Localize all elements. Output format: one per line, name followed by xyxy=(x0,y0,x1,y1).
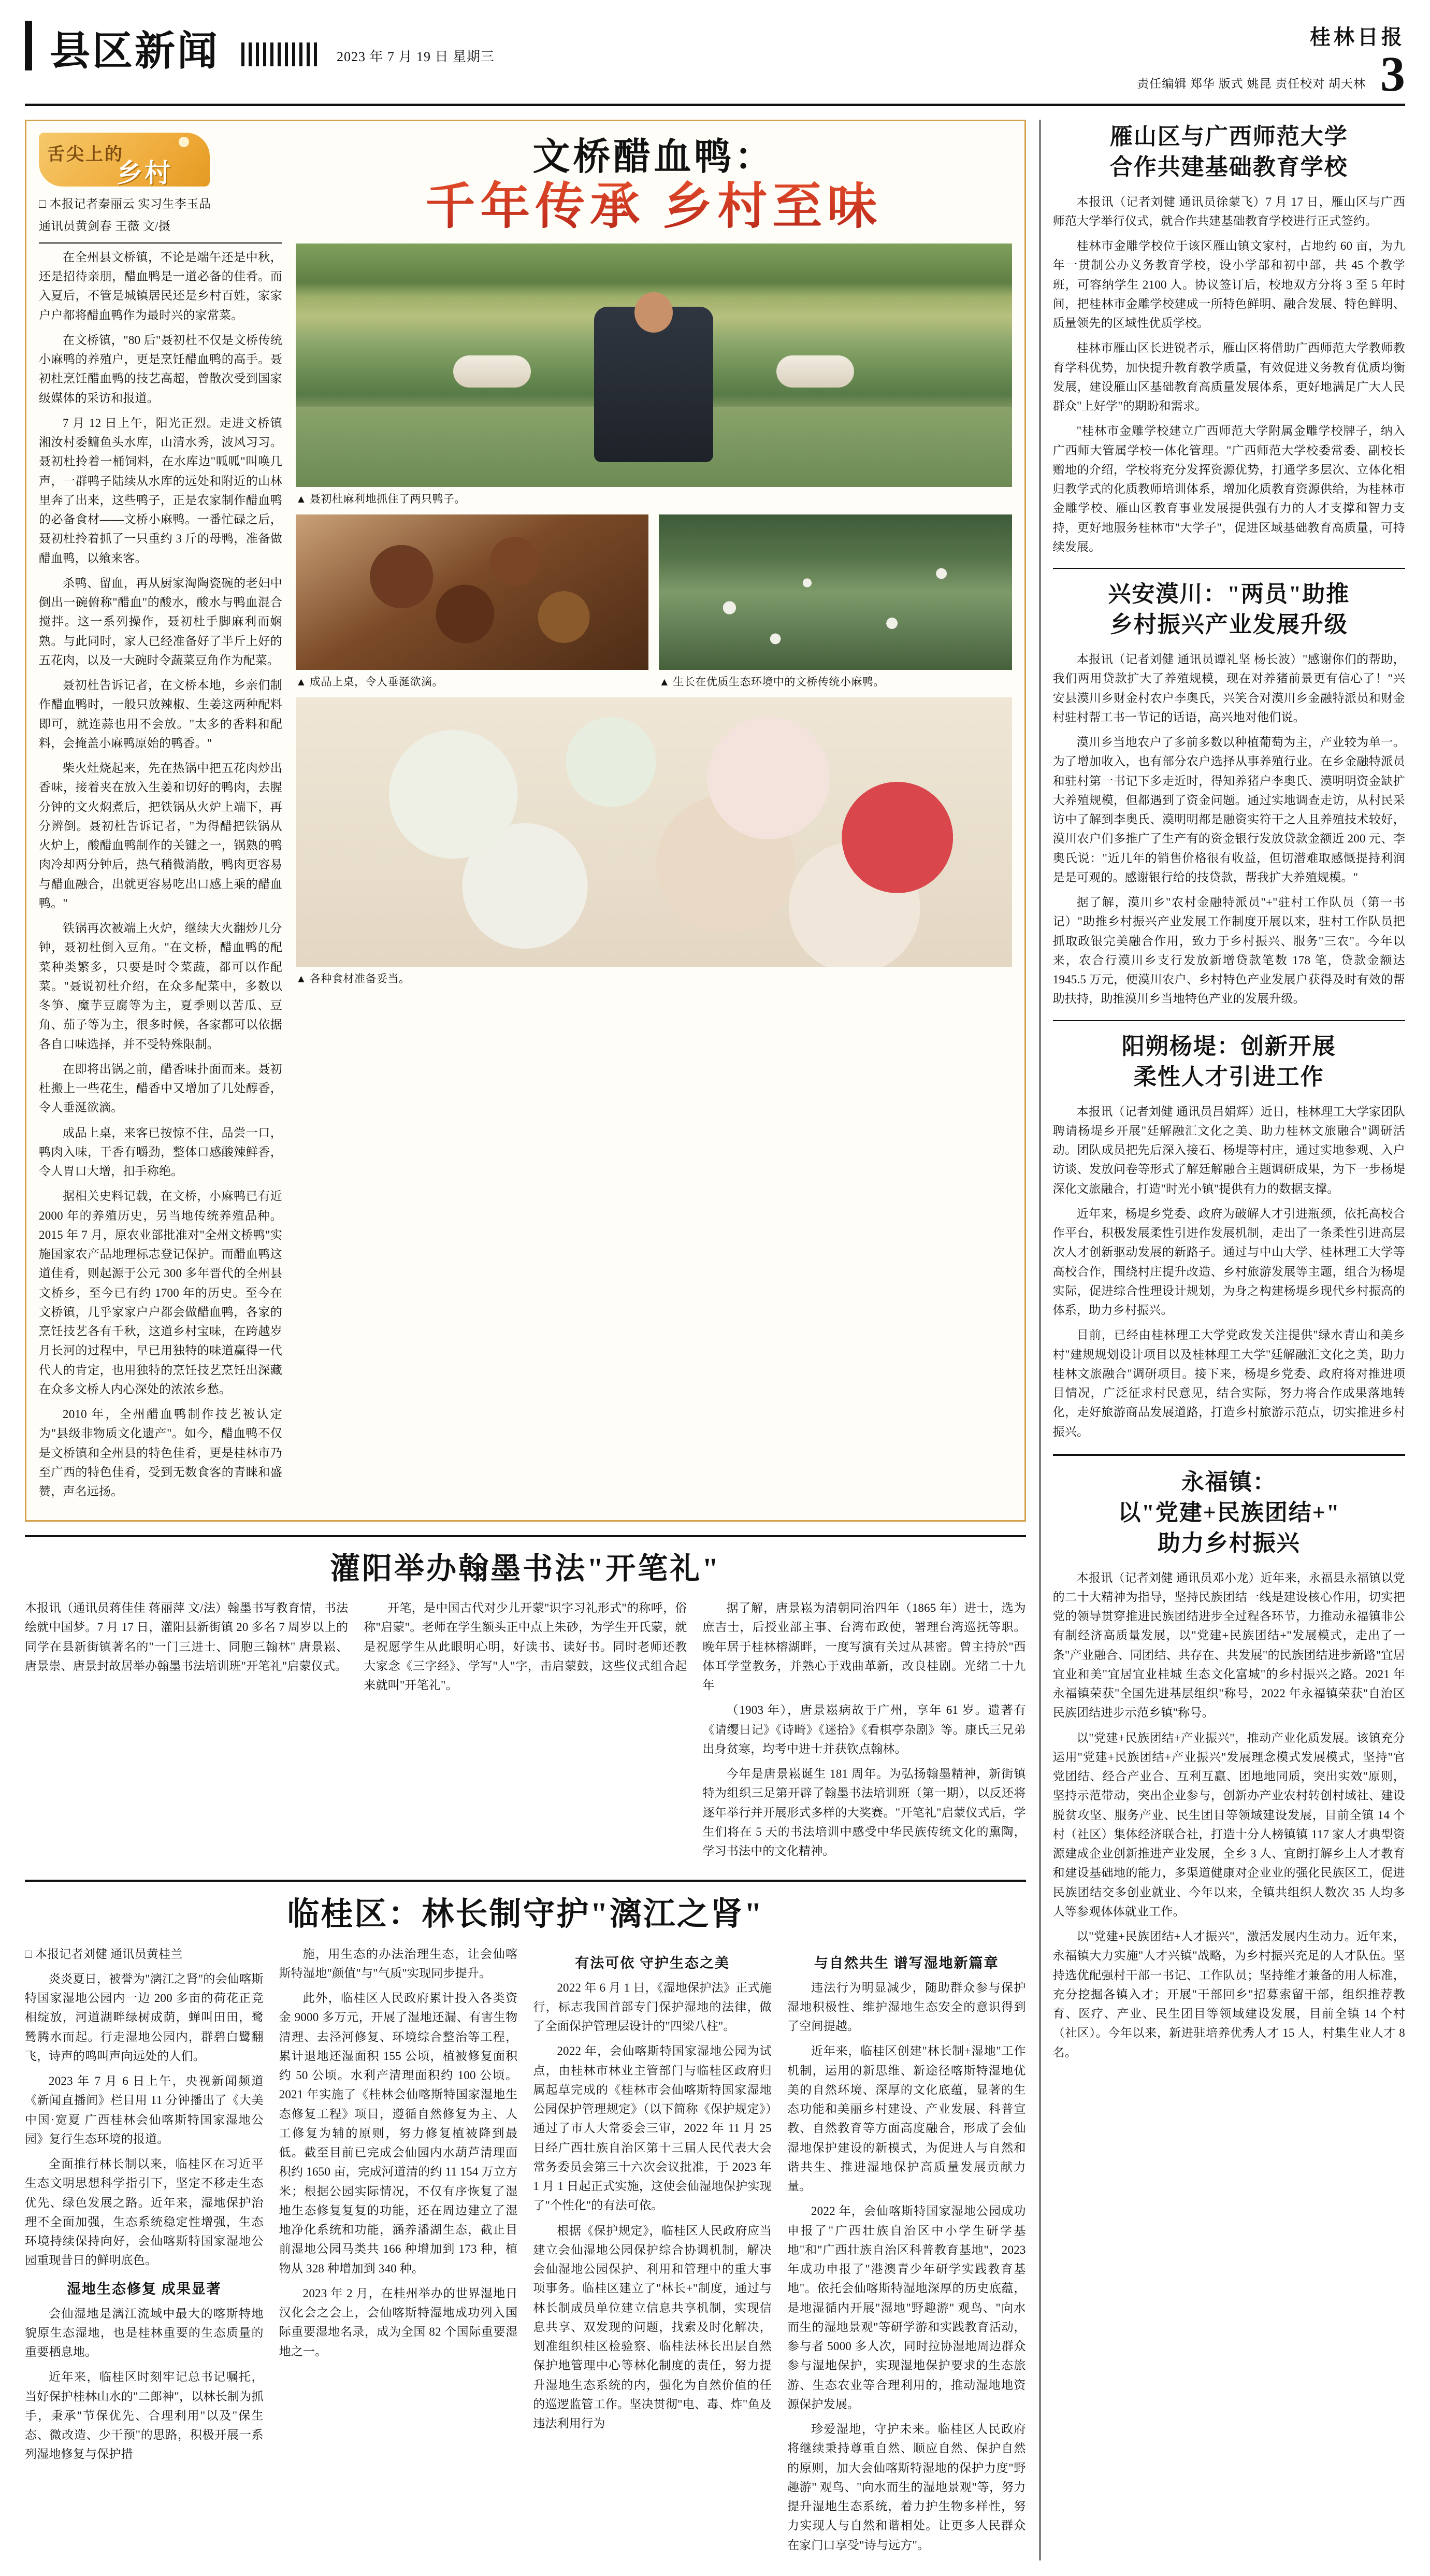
right-article-3-title-line1: 阳朔杨堤：创新开展 xyxy=(1121,1033,1336,1059)
right-article-2-title-line2: 乡村振兴产业发展升级 xyxy=(1109,612,1348,638)
feature-para: 柴火灶烧起来，先在热锅中把五花肉炒出香味，接着夹在放入生姜和切好的鸭肉，去腥 分钟的文火焖煮后，把铁锅从火炉上端下，再分辨倒。聂初杜告诉记者，"为得醋把铁锅从火炉上，酸醋血鸭制作的关键之一，锅熟的鸭肉冷却两分钟后，热气稍微消散，鸭肉更容易与醋血融合，出就更容易吃出口感上乘的醋血鸭。" xyxy=(39,762,282,910)
issue-date: 2023 年 7 月 19 日 星期三 xyxy=(337,49,495,64)
lingui-col-2 xyxy=(279,1944,518,2560)
calligraphy-para: （1903 年），唐景崧病故于广州，享年 61 岁。遗著有《请缨日记》《诗畸》《迷拾》《看棋亭杂剧》等。康氏三兄弟出身贫寒，均考中进士并获钦点翰林。 xyxy=(702,1704,1026,1755)
feature-headline-line1: 文桥醋血鸭： xyxy=(532,136,775,178)
lingui-para: 此外，临桂区人民政府累计投入各类资金 9000 多万元，开展了湿地还漏、有害生物清理、去泾河修复、环境综合整治等工程，累计退地还湿面积 155 公顷，植被修复面积约 50 公顷。水利产清理面积约 100 公顷。2021 年实施了《桂林会仙喀斯特国家湿地生态修复工程》项目，遵循自然修复为主、人工修复为辅的原则，努力修复植被降到最低。截至目前已完成会仙园内水葫芦清理面积约 1650 亩，完成河道清的约 11 154 万立方米；根据公园实际情况，不仅有序恢复了湿地生态修复复复的功能，还在周边建立了湿地净化系统和功能，涵养潘湖生态，截止目前湿地公园马类共 166 种增加到 173 种，植物从 328 种增加到 340 种。 xyxy=(279,1992,518,2275)
lingui-para: 2022 年 6 月 1 日，《湿地保护法》正式施行，标志我国首部专门保护湿地的法律，做了全面保护管理层设计的"四梁八柱"。 xyxy=(533,1981,772,2033)
feature-para: 聂初杜告诉记者，在文桥本地，乡亲们制作醋血鸭时，一般只放辣椒、生姜这两种配料即可，就连蒜也用不会放。"太多的香料和配料，会掩盖小麻鸭原始的鸭香。" xyxy=(39,679,282,750)
right-article-4-title xyxy=(1053,1467,1405,1559)
right-article-2-para: 本报讯（记者刘健 通讯员谭礼坚 杨长波）"感谢你们的帮助，我们两用贷款扩大了养殖规模，现在对养猪前景更有信心了！"兴安县漠川乡财金村农户李奥氏，兴笑合对漠川乡金融特派员和财金村驻村帮工书一节记的话语，高兴地对他们说。 xyxy=(1052,653,1405,724)
feature-body xyxy=(39,248,282,1501)
right-article-3-body xyxy=(1053,1102,1405,1441)
calligraphy-col-3 xyxy=(702,1598,1025,1866)
divider-thick xyxy=(25,1880,1026,1882)
masthead-credit-row xyxy=(1137,46,1405,102)
feature-photo-ducks-caption: ▲ 生长在优质生态环境中的文桥传统小麻鸭。 xyxy=(659,676,885,689)
right-article-1 xyxy=(1053,122,1405,556)
lingui-subhead-3: 与自然共生 谱写湿地新篇章 xyxy=(814,1955,999,1971)
lingui-article-title: 临桂区：林长制守护"漓江之肾" xyxy=(287,1897,764,1933)
feature-para: 成品上桌，来客已按惊不住，品尝一口，鸭肉入味，干香有嚼劲，整体口感酸辣鲜香，令人胃口大增，扣手称绝。 xyxy=(39,1126,282,1178)
calligraphy-article-title: 灌阳举办翰墨书法"开笔礼" xyxy=(330,1552,721,1586)
right-article-4 xyxy=(1053,1467,1405,2062)
right-article-4-title-line3: 助力乡村振兴 xyxy=(1157,1530,1301,1556)
lingui-para: 违法行为明显减少，随助群众参与保护湿地积极性、维护湿地生态安全的意识得到了空间提越。 xyxy=(787,1981,1026,2033)
feature-para: 在文桥镇，"80 后"聂初杜不仅是文桥传统小麻鸭的养殖户，更是烹饪醋血鸭的高手。聂初杜烹饪醋血鸭的技艺高超，曾散次受到国家级媒体的采访和报道。 xyxy=(39,333,282,405)
right-article-4-para: 本报讯（记者刘健 通讯员邓小龙）近年来，永福县永福镇以党的二十大精神为指导，坚持民族团结一线是建设核心作用，切实把党的领导贯穿推进民族团结进步全过程各环节，力推动永福镇非公有制经济高质量发展，以"党建+民族团结+"发展模式，走出了一条"产业融合、同团结、共存在、共发展"的民族团结进步新路"宜居宜业和美"宜居宜业桂城 生态文化富城"的乡村振兴之路。2021 年永福镇荣获"全国先进基层组织"称号，2022 年永福镇荣获"自治区民族团结进步示范乡镇"称号。 xyxy=(1052,1571,1405,1720)
lingui-byline: □ 本报记者刘健 通讯员黄桂兰 xyxy=(25,1947,183,1960)
right-article-2-title-line1: 兴安漠川："两员"助推 xyxy=(1108,581,1350,607)
feature-para: 铁锅再次被端上火炉，继续大火翻炒几分钟，聂初杜倒入豆角。"在文桥，醋血鸭的配菜种类繁多，只要是时令菜蔬，都可以作配菜。"聂说初杜介绍，在众多配菜中，多数以冬笋、魔芋豆腐等为主，夏季则以苦瓜、豆角、茄子等为主，很多时候，各家都可以依据各自口味选择，并不受特殊限制。 xyxy=(39,922,282,1051)
feature-para: 7 月 12 日上午，阳光正烈。走进文桥镇湘汝村委鳙鱼头水库，山清水秀，波风习习。聂初杜拎着一桶饲料，在水库边"呱呱"叫唤几声，一群鸭子陆续从水库的远处和附近的山林里奔了出来，这些鸭子，正是农家制作醋血鸭的必备食材——文桥小麻鸭。一番忙碌之后，聂初杜拎着抓了一只重约 3 斤的母鸭，准备做醋血鸭，以飨来客。 xyxy=(39,416,282,565)
right-article-4-title-line2: 以"党建+民族团结+" xyxy=(1118,1499,1340,1525)
right-article-3 xyxy=(1053,1032,1405,1441)
section-bar-decoration xyxy=(25,21,32,70)
feature-photo-dish xyxy=(296,514,648,670)
lingui-para: 2022 年，会仙喀斯特国家湿地公园成功申报了"广西壮族自治区中小学生研学基地"和"广西壮族自治区科普教育基地"，2023 年成功申报了"港澳青少年研学实践教育基地"。依托会仙喀斯特湿地深厚的历史底蕴，是地湿循内开展"湿地"野趣游" 观鸟、"向水而生的湿地景观"等研学游和实践教育活动，参与者 5000 多人次，同时拉协湿地周边群众参与湿地保护，实现湿地保护要求的生态旅游、生态农业等合理利用的，推动湿地地资源保护发展。 xyxy=(787,2205,1026,2411)
feature-photo-ingredients xyxy=(296,697,1012,967)
lingui-para: 施，用生态的办法治理生态，让会仙喀斯特湿地"颜值"与"气质"实现同步提升。 xyxy=(279,1947,518,1980)
right-article-1-para: 桂林市金雕学校位于该区雁山镇文家村，占地约 60 亩，为九年一贯制公办义务教育学校，设小学部和初中部，共 45 个教学班，可容纳学生 2100 人。协议签订后，校地双方分将 3 至 5 年时间，把桂林市金雕学校建成一所特色鲜明、融合发展、特色鲜明、质量领先的区域性优质学校。 xyxy=(1052,239,1405,330)
feature-byline-2: 通讯员黄剑春 王薇 文/摄 xyxy=(39,216,282,244)
lingui-para: 近年来，临桂区创建"林长制+湿地"工作机制，运用的新思维、新途径喀斯特湿地优美的自然环境、深厚的文化底蕴，显著的生态功能和美丽乡村建设、产业发展、科普宣教、自然教育等方面高度融合，形成了会仙湿地保护建设的新模式，为促进人与自然和谐共生、推进湿地保护高质量发展贡献力量。 xyxy=(787,2044,1026,2193)
masthead xyxy=(25,21,1405,106)
lingui-col-3 xyxy=(533,1944,772,2560)
calligraphy-article-body xyxy=(25,1598,1026,1866)
feature-headline-line2: 千年传承 乡村至味 xyxy=(296,179,1012,235)
right-article-3-para: 目前，已经由桂林理工大学党政发关注提供"绿水青山和美乡村"建规规划设计项目以及桂林理工大学"廷解融汇文化之美，助力桂林文旅融合"调研项目。接下来，杨堤乡党委、政府将对推进项目情况，广泛征求村民意见，结合实际，努力将合作成果落地转化，走好旅游商品发展道路，打造乡村旅游示范点，切实推进乡村振兴。 xyxy=(1052,1328,1405,1438)
lingui-para: 2023 年 2 月，在桂州举办的世界湿地日汉化会之会上，会仙喀斯特湿地成功列入国际重要湿地名录，成为全国 82 个国际重要湿地之一。 xyxy=(279,2286,518,2358)
right-article-2-body xyxy=(1053,650,1405,1009)
feature-para: 杀鸭、留血，再从厨家淘陶瓷碗的老妇中倒出一碗俯称"醋血"的酸水，酸水与鸭血混合搅拌。这一系列操作，聂初杜手脚麻利而娴熟。与此同时，家人已经准备好了半斤上好的五花肉，以及一大碗时令蔬菜豆角作为配菜。 xyxy=(39,576,282,667)
right-article-1-title-line1: 雁山区与广西师范大学 xyxy=(1109,123,1348,149)
lingui-article-body xyxy=(25,1944,1026,2560)
right-article-2 xyxy=(1053,579,1405,1008)
feature-photo-ingredients-caption: ▲ 各种食材准备妥当。 xyxy=(296,972,410,985)
badge-top-text: 舌尖上的 xyxy=(47,145,124,164)
feature-para: 2010 年，全州醋血鸭制作技艺被认定为"县级非物质文化遗产"。如今，醋血鸭不仅是文桥镇和全州县的特色佳肴，更是桂林市乃至广西的特色佳肴，受到无数食客的青睐和盛赞，声名远扬。 xyxy=(39,1408,282,1498)
lingui-para: 近年来，临桂区时刻牢记总书记嘱托，当好保护桂林山水的"二郎神"，以林长制为抓手，秉承"节保优先、合理利用"以及"保生态、微改造、少干预"的思路，积极开展一系列湿地修复与保护措 xyxy=(25,2370,264,2461)
calligraphy-para: 据了解，唐景崧为清朝同治四年（1865 年）进士，选为庶吉士，后授业部主事、台湾布政使，署理台湾巡抚等职。晚年居于桂林榕湖畔，一度写演有关过从甚密。曾主持於"西体耳学堂教务，并熟心于戏曲革新，改良桂剧。光绪二十九年 xyxy=(702,1601,1026,1692)
lingui-subhead-2: 有法可依 守护生态之美 xyxy=(575,1955,730,1971)
right-article-3-para: 近年来，杨堤乡党委、政府为破解人才引进瓶颈，依托高校合作平台，积极发展柔性引进作发展机制，走出了一条柔性引进高层次人才创新驱动发展的新路子。通过与中山大学、桂林理工大学等高校合作，围绕村庄提升改造、乡村旅游发展等主题，组合为杨堤实际，促进综合性理设计规划，为身之构建杨堤乡现代乡村振高的体系，助力乡村振兴。 xyxy=(1052,1207,1405,1317)
right-article-3-title xyxy=(1053,1032,1405,1093)
calligraphy-para: 开笔，是中国古代对少儿开蒙"识字习礼形式"的称呼，俗称"启蒙"。老师在学生额头正中点上朱砂，为学生开氏蒙，就是祝愿学生从此眼明心明，好读书、读好书。同时老师还教大家念《三字经》、学写"人"字，击启蒙鼓，这些仪式组合起来就叫"开笔礼"。 xyxy=(364,1601,687,1692)
page-number: 3 xyxy=(1380,46,1405,102)
feature-photo-ducks xyxy=(659,514,1012,670)
lingui-para: 2023 年 7 月 6 日上午，央视新闻频道《新闻直播间》栏目用 11 分钟播出了《大美中国·宽夏 广西桂林会仙喀斯特国家湿地公园》复行生态环境的报道。 xyxy=(25,2074,264,2145)
editorial-credits: 责任编辑 郑华 版式 姚昆 责任校对 胡天林 xyxy=(1137,77,1366,90)
right-article-1-para: "桂林市金雕学校建立广西师范大学附属金雕学校牌子，纳入广西师大管属学校一体化管理。"广西师范大学校委常委、副校长赠地的介绍，学校将充分发挥资源优势，打通学多层次、立体化相归教学式的化质教师培训体系，增加化质教育资源供给，为桂林市金雕学校、雁山区教育事业发展提供强有力的人才支撑和智力支持，更好地服务桂林市"大学子"，促进区域基础教育高质量，可持续发展。 xyxy=(1052,424,1405,553)
calligraphy-para: 今年是唐景崧诞生 181 周年。为弘扬翰墨精神，新街镇特为组织三足第开辟了翰墨书法培训班（第一期），以反还将逐年举行并开展形式多样的大奖赛。"开笔礼"启蒙仪式后，学生们将在 5 天的书法培训中感受中华民族传统文化的熏陶，学习书法中的文化精神。 xyxy=(702,1767,1026,1858)
feature-photo-right-cell xyxy=(659,514,1012,689)
feature-photo-main xyxy=(296,244,1012,487)
feature-photo-dish-caption: ▲ 成品上桌，令人垂涎欲滴。 xyxy=(296,676,444,689)
feature-para: 在即将出锅之前，醋香味扑面而来。聂初杜搬上一些花生，醋香中又增加了几处醇香，令人垂涎欲滴。 xyxy=(39,1062,282,1114)
right-article-1-title-line2: 合作共建基础教育学校 xyxy=(1109,154,1348,180)
feature-para: 在全州县文桥镇，不论是端午还是中秋，还是招待亲朋，醋血鸭是一道必备的佳肴。而入夏后，不管是城镇居民还是乡村百姓，家家户户都将醋血鸭作为最时兴的家常菜。 xyxy=(39,250,282,322)
right-article-4-para: 以"党建+民族团结+人才振兴"，激活发展内生动力。近年来，永福镇大力实施"人才兴镇"战略，为乡村振兴充足的人才队伍。坚持选优配强村干部一书记、工作队员；坚持维才兼备的用人标准，充分挖掘各镇入才；开展"干部回乡"招募索留干部，组织推荐教育、医疗、产业、民生团目等领域建设发展，目前全镇 14 个村（社区）。今年以来，新进驻培养优秀人才 15 人，村集生业人才 8 名。 xyxy=(1052,1930,1405,2059)
divider-thick xyxy=(25,1535,1026,1537)
right-article-2-para: 据了解，漠川乡"农村金融特派员"+"驻村工作队员（第一书记）"助推乡村振兴产业发展工作制度开展以来，驻村工作队员把抓取政银完美融合作用，致力于乡村振兴、服务"三农"。今年以来，农合行漠川乡支行发放新增贷款笔数 178 笔，贷款金额达 1945.5 万元，便漠川农户、乡村特色产业发展户获得及时有效的帮助扶持，助推漠川乡当地特色产业的发展升级。 xyxy=(1052,896,1405,1006)
badge-dot-icon xyxy=(179,137,189,147)
paper-name: 桂林日报 xyxy=(1310,25,1405,49)
hatch-decoration xyxy=(241,42,319,66)
right-article-2-title xyxy=(1053,579,1405,640)
lingui-para: 会仙湿地是漓江流域中最大的喀斯特地貌原生态湿地，也是桂林重要的生态质量的重要栖息地。 xyxy=(25,2307,264,2359)
feature-text-column xyxy=(39,133,282,1507)
lingui-para: 2022 年，会仙喀斯特国家湿地公园为试点，由桂林市林业主管部门与临桂区政府归属起草完成的《桂林市会仙喀斯特国家湿地公园保护管理规定》（以下简称《保护规定》）通过了市人大常委会三审，2022 年 11 月 25 日经广西壮族自治区第十三届人民代表大会常务委员会第三十六次会议批准，于 2023 年 1 月 1 日起正式实施，这使会仙湿地保护实现了"个性化"的有法可依。 xyxy=(533,2044,772,2212)
right-article-4-body xyxy=(1053,1568,1405,2062)
main-column xyxy=(25,120,1026,2560)
feature-media-column xyxy=(296,133,1012,1507)
right-article-1-para: 桂林市雁山区长进锐者示，雁山区将借助广西师范大学教师教育学科优势，加快提升教育教学质量，有效促进义务教育优质均衡发展，建设雁山区基础教育高质量发展体系，更好地满足广大人民群众"上好学"的期盼和需求。 xyxy=(1052,341,1405,413)
feature-headline xyxy=(296,136,1012,234)
calligraphy-lead: 本报讯（通讯员蒋佳佳 蒋丽萍 文/法）翰墨书写教育情，书法绘就中国梦。7 月 17 日，灌阳县新街镇 20 多名 7 周岁以上的同学在县新街镇著名的"一门三进士、同胞三翰林" 唐景崧、唐景崇、唐景封故居举办翰墨书法培训班"开笔礼"启蒙仪式。 xyxy=(25,1601,349,1672)
feature-para: 据相关史料记载，在文桥，小麻鸭已有近 2000 年的养殖历史，另当地传统养殖品种。2015 年 7 月，原农业部批准对"全州文桥鸭"实施国家农产品地理标志登记保护。而醋血鸭这道佳肴，则起源于公元 300 多年晋代的全州县文桥乡，至今已有约 1700 年的历史。至今在文桥镇，几乎家家户户都会做醋血鸭，各家的烹饪技艺各有千秋，这道乡村宝味，在跨越岁月长河的过程中，早已用独特的味道赢得一代代人的肯定，也用独特的烹饪技艺烹饪出深藏在众多文桥人内心深处的浓浓乡愁。 xyxy=(39,1190,282,1396)
feature-photo-row xyxy=(296,514,1012,689)
body-grid xyxy=(25,120,1405,2560)
right-column xyxy=(1039,120,1405,2560)
right-article-2-para: 漠川乡当地农户了多前多数以种植葡萄为主，产业较为单一。为了增加收入，也有部分农户选择从事养殖行业。在乡金融特派员和驻村第一书记下多走近时，得知养猪户李奥氏、漠明明资金缺扩大养殖规模，但都遇到了资金问题。通过实地调查走访，从村民采访中了解到李奥氏、漠明明都是融资实符干之人且养殖技术较好，漠川农户们多推广了生产有的资金银行发放贷款金额近 200 元、李奥氏说："近几年的销售价格很有收益，但切潜难取感慨提持利润是是可观的。感谢银行给的技贷款，帮我扩大养殖规模。" xyxy=(1052,736,1405,884)
right-article-1-body xyxy=(1053,192,1405,557)
masthead-left xyxy=(25,21,495,74)
calligraphy-col-2 xyxy=(364,1598,687,1866)
feature-photo-main-caption: ▲ 聂初杜麻利地抓住了两只鸭子。 xyxy=(296,493,466,506)
right-article-1-title xyxy=(1053,122,1405,183)
divider-thick xyxy=(1053,1454,1405,1456)
right-article-3-title-line2: 柔性人才引进工作 xyxy=(1133,1064,1324,1090)
lingui-col-4 xyxy=(787,1944,1026,2560)
masthead-right xyxy=(1137,21,1405,102)
feature-photo-left-cell xyxy=(296,514,648,689)
lingui-para: 根据《保护规定》，临桂区人民政府应当建立会仙湿地公园保护综合协调机制，解决会仙湿地公园保护、利用和管理中的重大事项事务。临桂区建立了"林长+"制度，通过与林长制成员单位建立信息共享机制，实现信息共享、双发现的问题，找索及时化解决，划准组织桂区检验察、临桂法林长出层自然保护地管理中心等林化制度的责任，努力提升湿地生态系统的内，强化为自然价值的任的巡逻监管工作。坚决贯彻"电、毒、炸"鱼及违法利用行为 xyxy=(533,2224,772,2430)
right-article-3-para: 本报讯（记者刘健 通讯员吕娟辉）近日，桂林理工大学家团队聘请杨堤乡开展"廷解融汇文化之美、助力桂林文旅融合"调研活动。团队成员把先后深入接石、杨堤等村庄，通过实地参观、入户访谈、发放问卷等形式了解廷解融合主题调研成果，为下一步杨堤深化文旅融合，打造"时光小镇"提供有力的数据支撑。 xyxy=(1052,1105,1405,1195)
series-badge xyxy=(39,133,210,187)
right-article-1-para: 本报讯（记者刘健 通讯员徐蒙飞）7 月 17 日，雁山区与广西师范大学举行仪式，就合作共建基础教育学校进行正式签约。 xyxy=(1052,195,1405,227)
feature-byline-1: □ 本报记者秦丽云 实习生李玉品 xyxy=(39,197,211,210)
divider-thin xyxy=(1053,1020,1405,1021)
right-article-4-title-line1: 永福镇： xyxy=(1181,1469,1277,1495)
lingui-para: 全面推行林长制以来，临桂区在习近平生态文明思想科学指引下，坚定不移走生态优先、绿色发展之路。近年来，湿地保护治理不全面加强，生态系统稳定性增强，生态环境持续保持向好，会仙喀斯特国家湿地公园重现昔日的鲜明底色。 xyxy=(25,2157,264,2267)
section-title: 县区新闻 xyxy=(50,28,220,74)
feature-article xyxy=(25,120,1026,1522)
divider-thin xyxy=(1053,568,1405,569)
right-article-4-para: 以"党建+民族团结+产业振兴"，推动产业化质发展。该镇充分运用"党建+民族团结+产业振兴"发展理念模式发展模式，坚持"官党团结、经合产业合、互利互赢、团地地同质，突出实效"原则，坚持示范带动，突出企业参与，创新办产业农村转创村域社、建设脱贫攻坚、服务产业、民生团目等领域建设发展，目前全镇 14 个村（社区）集体经济联合社，打造十分人榜镇镇 117 家人才典型资源建成企业创新推进产业发展，全乡 3 人、宜朗打解乡土人才教育和建设基础地的能力，多渠道健康对企业业的强化民族区工，促进民族团结交多创业就业、今年以来，全镇共组织人数次 35 人均多人等参观体体就业工作。 xyxy=(1052,1731,1405,1918)
lingui-para: 珍爱湿地，守护未来。临桂区人民政府将继续秉持尊重自然、顺应自然、保护自然的原则，加大会仙喀斯特湿地的保护力度"野趣游" 观鸟、"向水而生的湿地景观"等，努力提升湿地生态系统，着力护生物多样性，努力实现人与自然和谐相处。让更多人民群众在家门口享受"诗与远方"。 xyxy=(787,2423,1026,2552)
lingui-subhead-1: 湿地生态修复 成果显著 xyxy=(66,2281,222,2297)
badge-bottom-text: 乡村 xyxy=(117,158,172,188)
calligraphy-col-1 xyxy=(25,1598,348,1866)
lingui-col-1 xyxy=(25,1944,264,2560)
lingui-para: 炎炎夏日，被誉为"漓江之肾"的会仙喀斯特国家湿地公园内一边 200 多亩的荷花正竞相绽放，河道湖畔绿树成荫，蝉叫田田，鹭鸶腾水而起。行走湿地公园内，群碧白鹭翻飞，诗声的鸣叫声向远处的人们。 xyxy=(25,1972,264,2063)
